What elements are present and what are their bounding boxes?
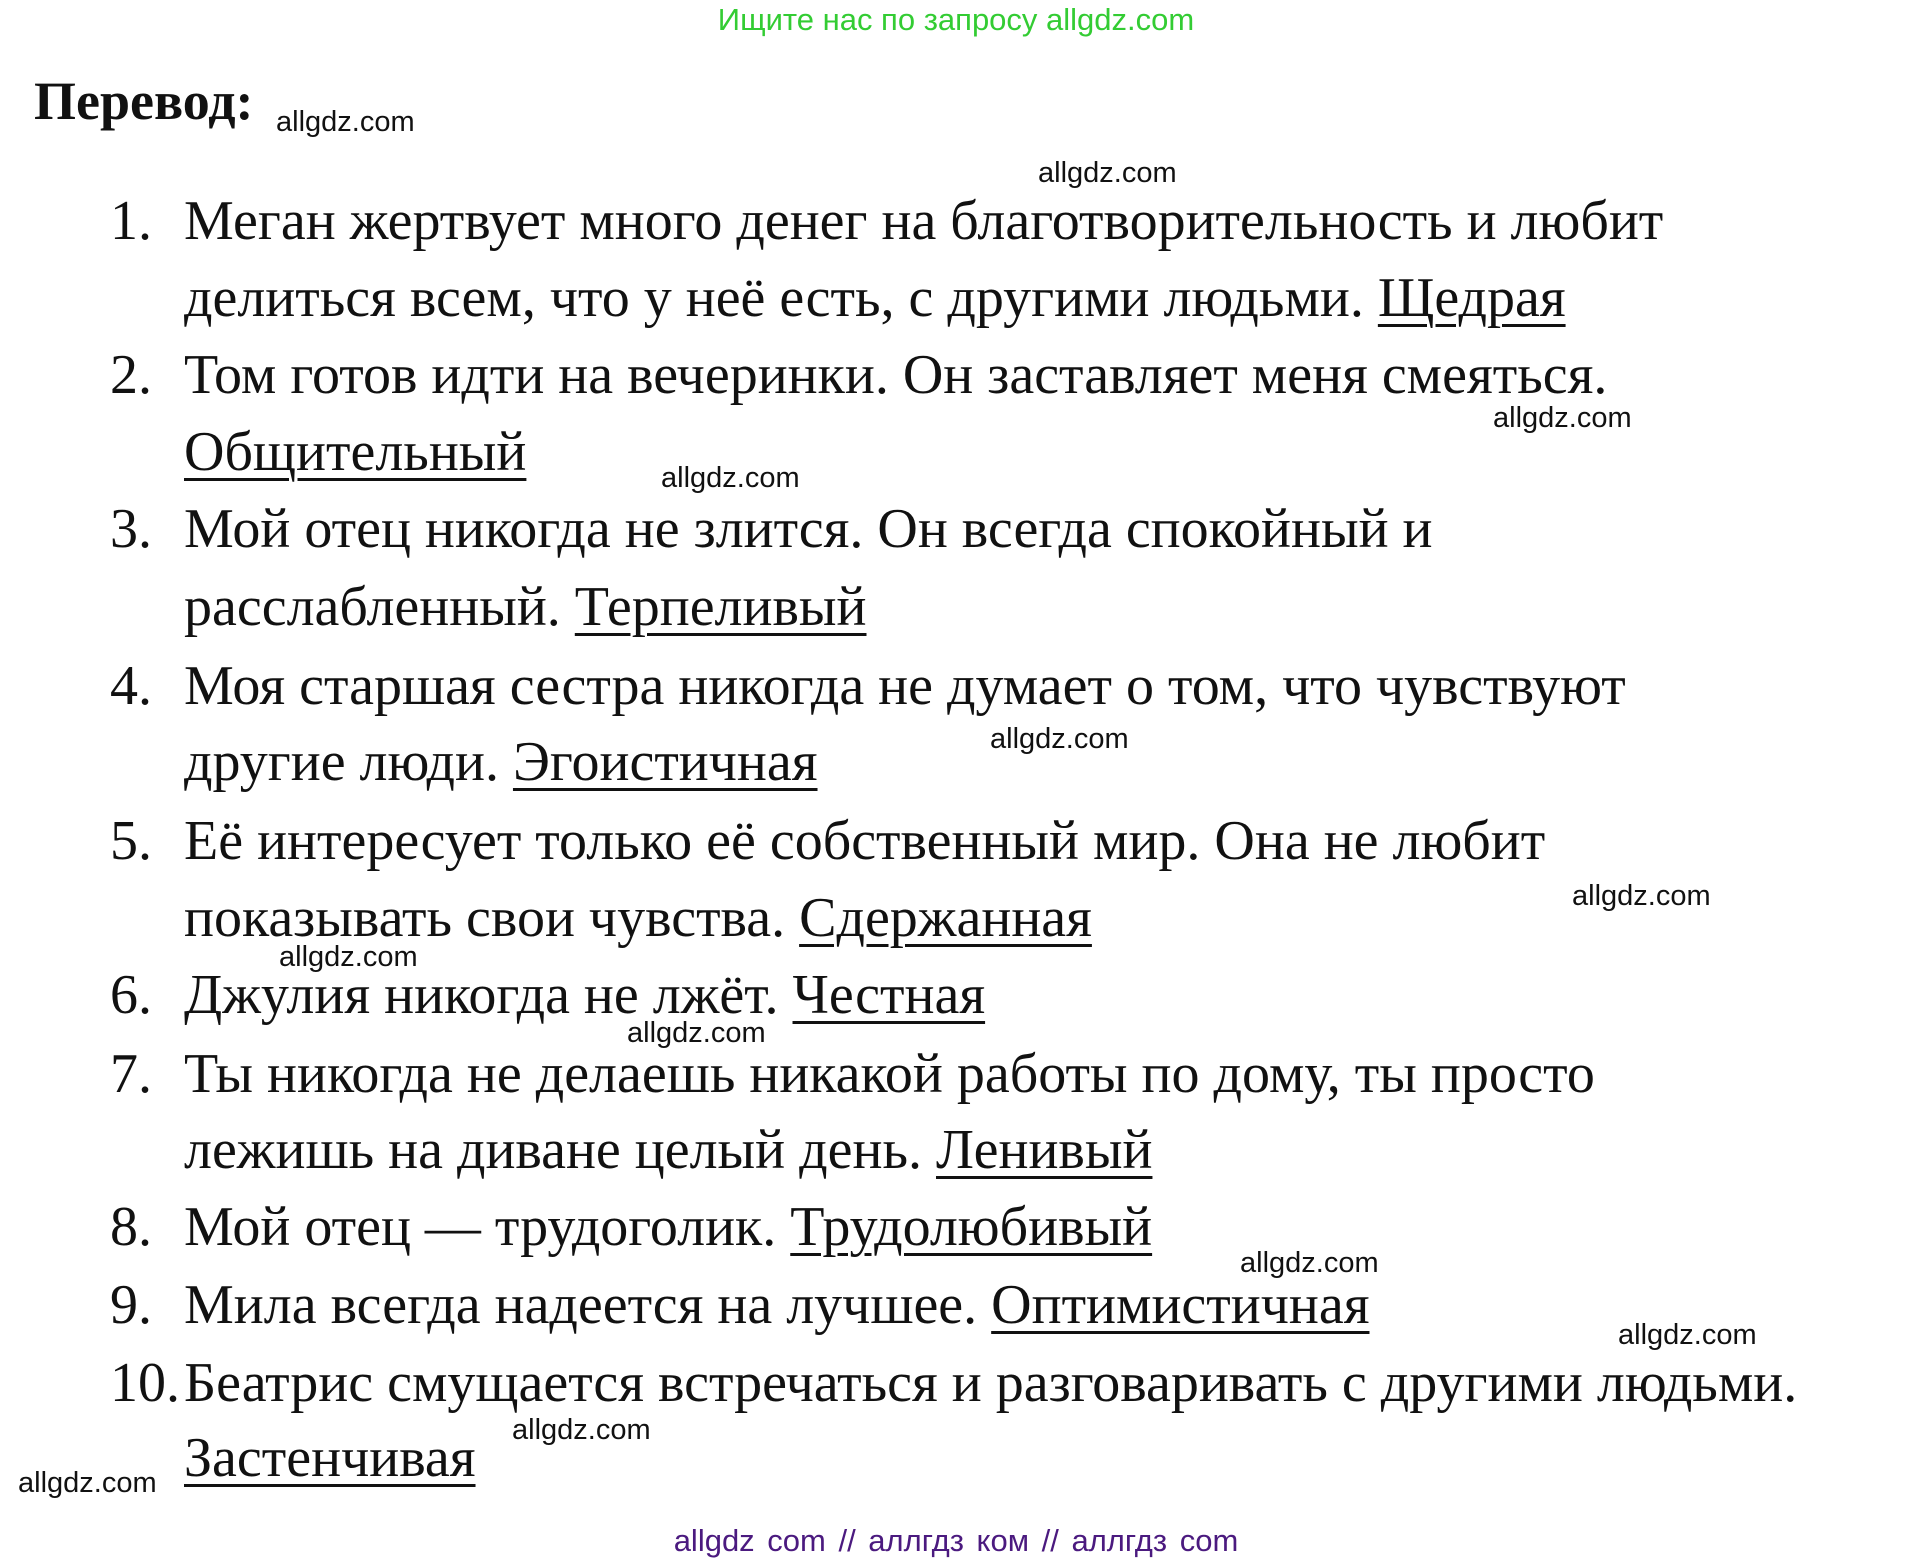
item-text-cont: [184, 724, 818, 801]
watermark: allgdz.com: [661, 462, 800, 494]
item-number: 7.: [110, 1043, 152, 1105]
item-text: Моя старшая сестра никогда не думает о том, что чувствуют: [184, 655, 1626, 717]
item-text-cont: [184, 1420, 476, 1497]
answer: Терпеливый: [574, 576, 867, 638]
watermark: allgdz.com: [276, 106, 415, 138]
watermark: allgdz.com: [990, 723, 1129, 755]
item-text: Её интересует только её собственный мир. Она не любит: [184, 810, 1546, 872]
item-number: 2.: [110, 344, 152, 406]
item-text: делиться всем, что у неё есть, с другими людьми.: [184, 267, 1378, 329]
watermark: allgdz.com: [512, 1414, 651, 1446]
item-number: 8.: [110, 1196, 152, 1258]
item-text: Мила всегда надеется на лучшее.: [184, 1274, 992, 1336]
search-banner: Ищите нас по запросу allgdz.com: [717, 2, 1195, 37]
watermark: allgdz.com: [1572, 880, 1711, 912]
item-text-cont: [184, 1267, 1369, 1344]
answer: Ленивый: [936, 1119, 1153, 1181]
item-number: 6.: [110, 964, 152, 1026]
answer: Оптимистичная: [991, 1274, 1370, 1336]
item-text: другие люди.: [184, 731, 513, 793]
watermark: allgdz.com: [1240, 1247, 1379, 1279]
item-text-cont: [184, 1189, 1152, 1266]
watermark: allgdz.com: [627, 1017, 766, 1049]
item-text: Джулия никогда не лжёт.: [184, 964, 793, 1026]
answer: Застенчивая: [184, 1427, 476, 1489]
item-number: 5.: [110, 810, 152, 872]
answer: Честная: [792, 964, 986, 1026]
item-text-cont: [184, 1112, 1152, 1189]
item-text: Беатрис смущается встречаться и разговаривать с другими людьми.: [184, 1352, 1798, 1414]
item-text: Мой отец — трудоголик.: [184, 1196, 791, 1258]
answer: Щедрая: [1377, 267, 1566, 329]
item-number: 1.: [110, 190, 152, 252]
watermark: allgdz.com: [1038, 157, 1177, 189]
answer: Эгоистичная: [512, 731, 818, 793]
watermark: allgdz.com: [1493, 402, 1632, 434]
item-text: Ты никогда не делаешь никакой работы по дому, ты просто: [184, 1043, 1595, 1105]
item-text: показывать свои чувства.: [184, 887, 800, 949]
item-text: Мой отец никогда не злится. Он всегда спокойный и: [184, 498, 1433, 560]
watermark: allgdz.com: [18, 1467, 157, 1499]
answer: Сдержанная: [799, 887, 1092, 949]
item-text: Меган жертвует много денег на благотворительность и любит: [184, 190, 1664, 252]
item-text: лежишь на диване целый день.: [184, 1119, 937, 1181]
page-title: Перевод:: [34, 71, 254, 131]
item-number: 4.: [110, 655, 152, 717]
item-text: расслабленный.: [184, 576, 575, 638]
item-text-cont: [184, 260, 1566, 337]
item-text-cont: [184, 414, 526, 491]
watermark: allgdz.com: [1618, 1319, 1757, 1351]
item-text-cont: [184, 569, 867, 646]
footer-links: allgdz com // аллгдз ком // аллгдз com: [673, 1523, 1239, 1558]
item-number: 3.: [110, 498, 152, 560]
item-number: 10.: [110, 1352, 180, 1414]
answer: Общительный: [184, 421, 527, 483]
watermark: allgdz.com: [279, 941, 418, 973]
item-number: 9.: [110, 1274, 152, 1336]
answer: Трудолюбивый: [790, 1196, 1153, 1258]
item-text: Том готов идти на вечеринки. Он заставляет меня смеяться.: [184, 344, 1608, 406]
